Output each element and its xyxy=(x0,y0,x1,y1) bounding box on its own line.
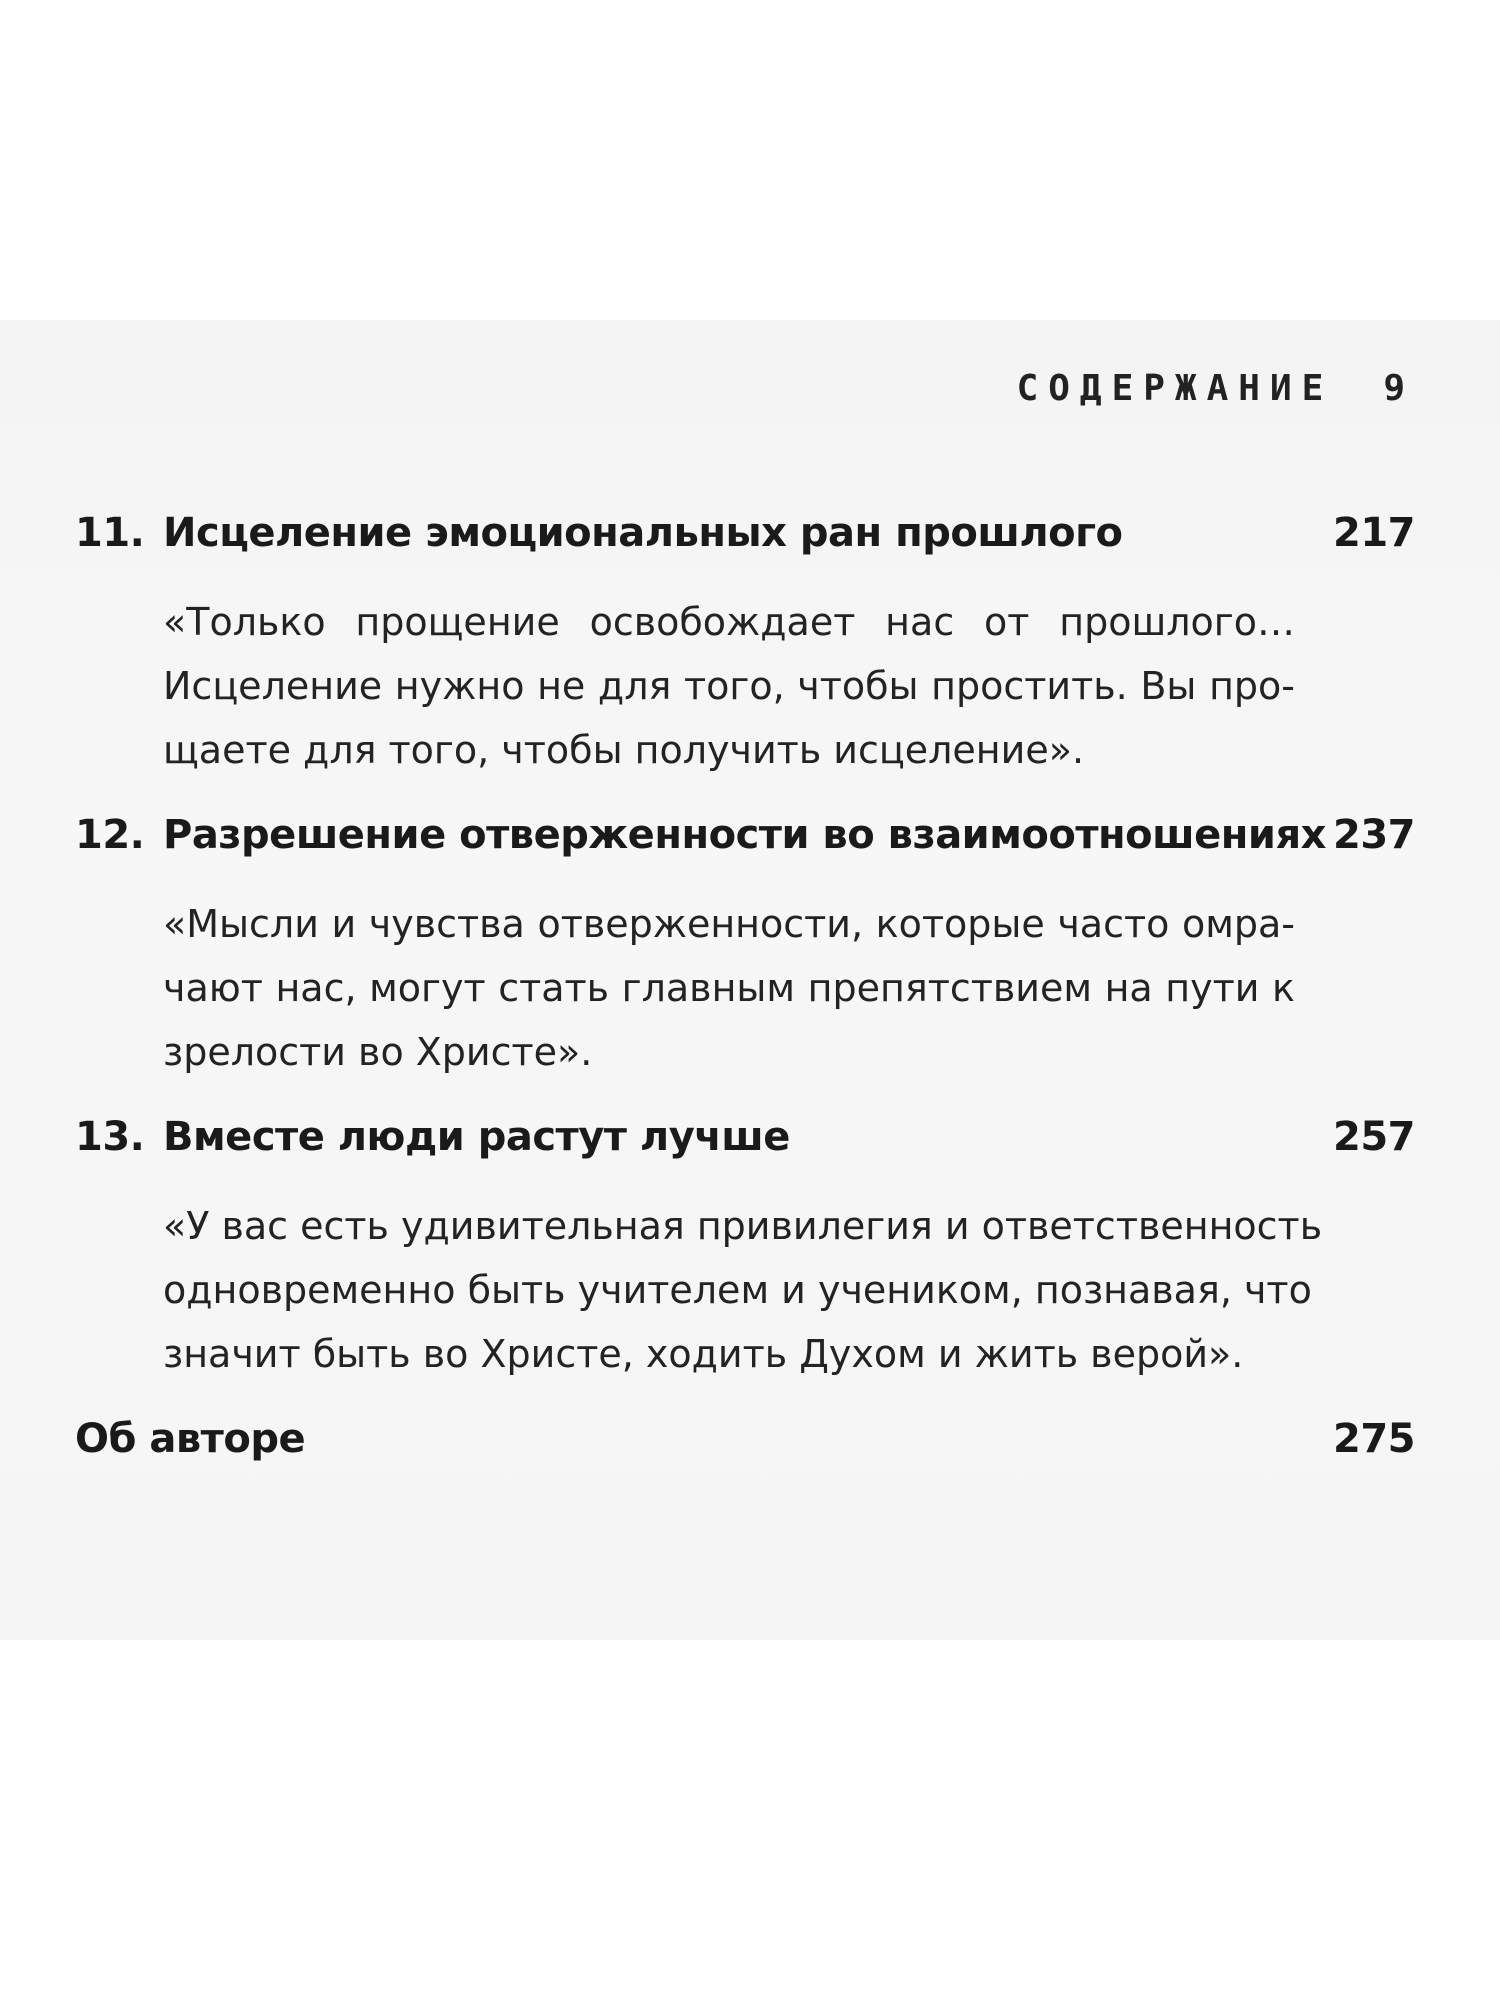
toc-entry-heading xyxy=(75,812,1415,892)
running-head-page-number: 9 xyxy=(1383,368,1415,409)
toc-entry-about-author xyxy=(75,1416,1415,1496)
toc-entry-11 xyxy=(75,510,1415,812)
chapter-quote xyxy=(163,590,1295,812)
quote-line: «Только прощение освобождает нас от прошлого… xyxy=(163,600,1295,644)
quote-line: зрелости во Христе». xyxy=(163,1030,593,1074)
chapter-title: Разрешение отверженности во взаимоотношениях xyxy=(163,812,1326,858)
toc-entry-13 xyxy=(75,1114,1415,1416)
chapter-page: 257 xyxy=(1333,1114,1415,1160)
chapter-quote xyxy=(163,1194,1323,1416)
chapter-number: 13. xyxy=(75,1114,145,1160)
quote-line: одновременно быть учителем и учеником, познавая, что xyxy=(163,1268,1312,1312)
chapter-number: 12. xyxy=(75,812,145,858)
chapter-number: 11. xyxy=(75,510,145,556)
chapter-title: Исцеление эмоциональных ран прошлого xyxy=(163,510,1123,556)
toc-entry-heading xyxy=(75,510,1415,590)
quote-line: Исцеление нужно не для того, чтобы простить. Вы про- xyxy=(163,664,1295,708)
quote-line: щаете для того, чтобы получить исцеление». xyxy=(163,728,1085,772)
table-of-contents xyxy=(75,510,1415,1496)
running-head xyxy=(1017,368,1415,409)
chapter-title: Вместе люди растут лучше xyxy=(163,1114,790,1160)
quote-line: значит быть во Христе, ходить Духом и жить верой». xyxy=(163,1332,1244,1376)
chapter-page: 217 xyxy=(1333,510,1415,556)
quote-line: «У вас есть удивительная привилегия и ответственность xyxy=(163,1204,1323,1248)
toc-entry-heading xyxy=(75,1416,1415,1496)
quote-line: «Мысли и чувства отверженности, которые часто омра- xyxy=(163,902,1295,946)
chapter-title: Об авторе xyxy=(75,1416,306,1462)
quote-line: чают нас, могут стать главным препятствием на пути к xyxy=(163,966,1295,1010)
toc-entry-12 xyxy=(75,812,1415,1114)
toc-entry-heading xyxy=(75,1114,1415,1194)
chapter-page: 275 xyxy=(1333,1416,1415,1462)
chapter-page: 237 xyxy=(1333,812,1415,858)
chapter-quote xyxy=(163,892,1295,1114)
running-head-title: СОДЕРЖАНИЕ xyxy=(1016,368,1334,409)
